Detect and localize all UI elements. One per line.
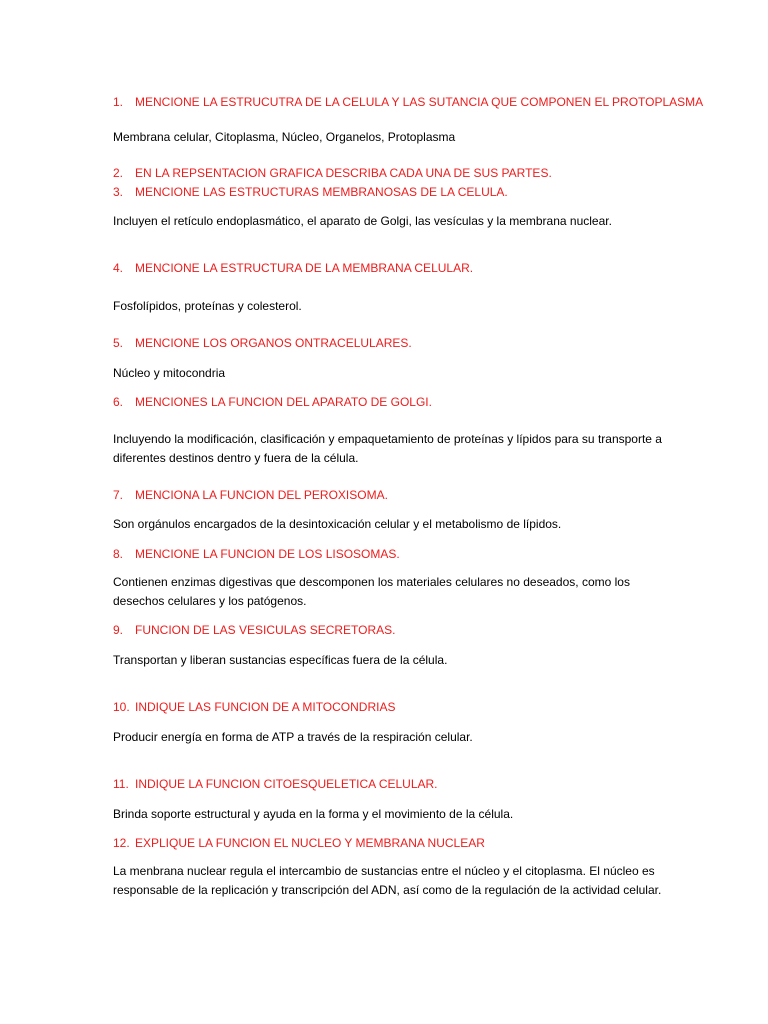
answer-9: Transportan y liberan sustancias específicas fuera de la célula. xyxy=(113,653,448,667)
question-text: MENCIONE LA FUNCION DE LOS LISOSOMAS. xyxy=(135,547,400,561)
question-6 xyxy=(113,394,432,410)
question-text: MENCIONE LOS ORGANOS ONTRACELULARES. xyxy=(135,336,412,350)
question-text: INDIQUE LAS FUNCION DE A MITOCONDRIAS xyxy=(135,700,396,714)
question-number: 7. xyxy=(113,488,124,502)
question-text: MENCIONE LA ESTRUCUTRA DE LA CELULA Y LAS SUTANCIA QUE COMPONEN EL PROTOPLASMA xyxy=(135,95,704,109)
question-10 xyxy=(113,699,395,715)
question-number: 11. xyxy=(113,777,129,791)
answer-7: Son orgánulos encargados de la desintoxicación celular y el metabolismo de lípidos. xyxy=(113,517,562,531)
question-number: 10. xyxy=(113,700,130,714)
question-text: FUNCION DE LAS VESICULAS SECRETORAS. xyxy=(135,623,396,637)
question-8 xyxy=(113,546,400,562)
question-number: 1. xyxy=(113,95,124,109)
question-text: MENCIONA LA FUNCION DEL PEROXISOMA. xyxy=(135,488,388,502)
answer-10: Producir energía en forma de ATP a través de la respiración celular. xyxy=(113,730,473,744)
question-4 xyxy=(113,260,473,276)
question-text: EXPLIQUE LA FUNCION EL NUCLEO Y MEMBRANA NUCLEAR xyxy=(135,836,485,850)
question-2 xyxy=(113,165,552,181)
question-number: 4. xyxy=(113,261,124,275)
answer-11: Brinda soporte estructural y ayuda en la forma y el movimiento de la célula. xyxy=(113,807,514,821)
question-text: MENCIONE LAS ESTRUCTURAS MEMBRANOSAS DE LA CELULA. xyxy=(135,185,508,199)
question-1 xyxy=(113,94,703,110)
question-7 xyxy=(113,487,388,503)
answer-3: Incluyen el retículo endoplasmático, el aparato de Golgi, las vesículas y la membrana nuclear. xyxy=(113,214,612,228)
answer-12: La menbrana nuclear regula el intercambio de sustancias entre el núcleo y el citoplasma. El núcleo es responsable de la replicación y transcripción del ADN, así como de la regulación de la actividad celular. xyxy=(113,864,662,897)
question-number: 6. xyxy=(113,395,124,409)
question-12 xyxy=(113,835,485,851)
question-11 xyxy=(113,776,438,792)
answer-1: Membrana celular, Citoplasma, Núcleo, Organelos, Protoplasma xyxy=(113,130,456,144)
question-text: MENCIONES LA FUNCION DEL APARATO DE GOLGI. xyxy=(135,395,432,409)
question-number: 8. xyxy=(113,547,124,561)
question-3 xyxy=(113,184,508,200)
question-text: INDIQUE LA FUNCION CITOESQUELETICA CELULAR. xyxy=(135,777,438,791)
question-5 xyxy=(113,335,412,351)
answer-5: Núcleo y mitocondria xyxy=(113,366,226,380)
answer-8: Contienen enzimas digestivas que descomponen los materiales celulares no deseados, como los desechos celulares y los patógenos. xyxy=(113,575,630,608)
question-number: 9. xyxy=(113,623,124,637)
question-number: 3. xyxy=(113,185,124,199)
answer-6: Incluyendo la modificación, clasificación y empaquetamiento de proteínas y lípidos para su transporte a diferentes destinos dentro y fuera de la célula. xyxy=(113,432,662,465)
question-number: 5. xyxy=(113,336,124,350)
question-number: 12. xyxy=(113,836,130,850)
answer-4: Fosfolípidos, proteínas y colesterol. xyxy=(113,299,302,313)
question-number: 2. xyxy=(113,166,124,180)
question-text: EN LA REPSENTACION GRAFICA DESCRIBA CADA UNA DE SUS PARTES. xyxy=(135,166,552,180)
question-9 xyxy=(113,622,396,638)
question-text: MENCIONE LA ESTRUCTURA DE LA MEMBRANA CELULAR. xyxy=(135,261,474,275)
